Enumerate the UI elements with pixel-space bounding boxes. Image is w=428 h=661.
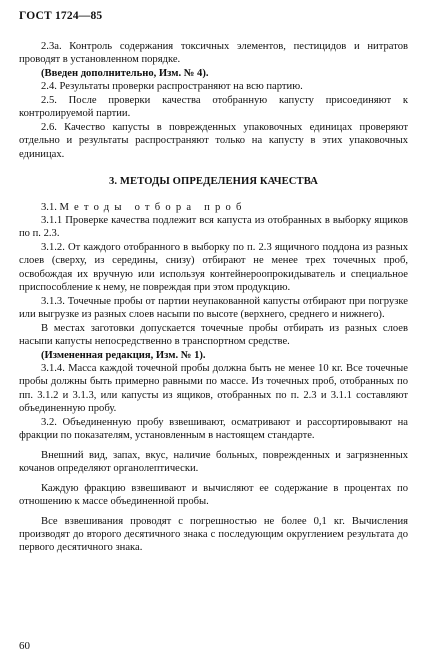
paragraph-field-sampling: В местах заготовки допускается точечные пробы отбирать из разных слоев насыпи капусты непосредственно в транспортном средстве. <box>19 322 408 348</box>
paragraph-precision: Все взвешивания проводят с погрешностью не более 0,1 кг. Вычисления производят до второго десятичного знака с последующим округлением результата до первого десятичного знака. <box>19 515 408 554</box>
paragraph-2-4: 2.4. Результаты проверки распространяют на всю партию. <box>41 81 303 93</box>
page-body <box>19 40 408 555</box>
amendment-note-4: (Введен дополнительно, Изм. № 4). <box>41 67 209 79</box>
paragraph-3-2: 3.2. Объединенную пробу взвешивают, осматривают и рассортировывают на фракции по показателям, установленным в настоящем стандарте. <box>19 416 408 442</box>
sampling-number: 3.1. <box>41 201 57 213</box>
paragraph-3-1-4: 3.1.4. Масса каждой точечной пробы должна быть не менее 10 кг. Все точечные пробы должны быть примерно равными по массе. Из точечных проб, отобранных по пп. 3.1.2 и 3.1.3, или капусты из ящиков, отобранных по п. 2.3 и 3.1.1 составляют объединенную пробу. <box>19 362 408 415</box>
paragraph-2-5: 2.5. После проверки качества отобранную капусту присоединяют к контролируемой партии. <box>19 94 408 120</box>
amendment-note-1: (Измененная редакция, Изм. № 1). <box>41 349 206 361</box>
paragraph-3-1-3: 3.1.3. Точечные пробы от партии неупакованной капусты отбирают при погрузке или выгрузке из разных слоев насыпи по высоте (верхнего, среднего и нижнего). <box>19 295 408 321</box>
paragraph-3-1-1: 3.1.1 Проверке качества подлежит вся капуста из отобранных в выборку ящиков по п. 2.3. <box>19 214 408 240</box>
paragraph-2-6: 2.6. Качество капусты в поврежденных упаковочных единицах проверяют отдельно и результаты распространяют только на капусту в этих упаковочных единицах. <box>19 121 408 160</box>
paragraph-3-1 <box>19 201 408 214</box>
paragraph-organoleptic: Внешний вид, запах, вкус, наличие больных, поврежденных и загрязненных кочанов определяют органолептически. <box>19 449 408 475</box>
paragraph-fraction-weighing: Каждую фракцию взвешивают и вычисляют ее содержание в процентах по отношению к массе объединенной пробы. <box>19 482 408 508</box>
sampling-title: Методы отбора проб <box>59 201 247 213</box>
section-title: 3. МЕТОДЫ ОПРЕДЕЛЕНИЯ КАЧЕСТВА <box>109 176 318 188</box>
paragraph-2-3a: 2.3а. Контроль содержания токсичных элементов, пестицидов и нитратов проводят в установленном порядке. <box>19 41 408 66</box>
page-number: 60 <box>19 640 30 652</box>
paragraph-3-1-2: 3.1.2. От каждого отобранного в выборку по п. 2.3 ящичного поддона из разных слоев (сверху, из середины, снизу) отбирают не менее трех точечных проб, освобождая их вручную или используя контейнероопрокидыватель и специальное приспособление к нему, не повреждая при этом продукцию. <box>19 241 408 294</box>
page-header: ГОСТ 1724—85 <box>19 10 103 22</box>
